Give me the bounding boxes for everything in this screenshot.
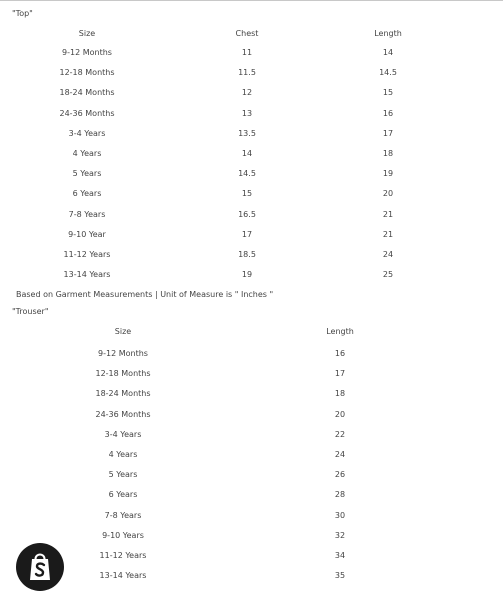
top-header-row: [0, 29, 503, 41]
length-cell: 21: [382, 229, 394, 239]
chest-cell: 14.5: [238, 169, 256, 179]
length-cell: 17: [382, 128, 394, 138]
length-cell: 16: [334, 349, 346, 358]
shopify-bag-icon: [16, 543, 64, 591]
length-cell: 25: [382, 270, 394, 280]
table-row: [0, 270, 503, 282]
table-row: [0, 369, 503, 381]
size-cell: 3-4 Years: [104, 429, 142, 439]
length-cell: 20: [334, 409, 346, 419]
size-cell: 9-12 Months: [62, 48, 112, 57]
size-cell: 12-18 Months: [59, 68, 115, 78]
size-cell: 5 Years: [72, 169, 102, 179]
size-cell: 6 Years: [72, 189, 102, 199]
size-cell: 11-12 Years: [63, 250, 111, 259]
trouser-header-length: Length: [326, 327, 354, 336]
table-row: [0, 450, 503, 462]
length-cell: 24: [334, 450, 346, 459]
chest-cell: 18.5: [238, 250, 256, 259]
table-row: [0, 571, 503, 583]
size-cell: 4 Years: [108, 450, 138, 459]
size-cell: 12-18 Months: [95, 369, 151, 379]
chest-cell: 17: [241, 229, 253, 239]
trouser-header-size: Size: [114, 327, 132, 336]
length-cell: 14.5: [379, 68, 397, 78]
table-row: [0, 210, 503, 222]
chest-cell: 13.5: [238, 128, 256, 138]
measurement-note: Based on Garment Measurements | Unit of Measure is " Inches ": [16, 290, 274, 299]
top-header-length: Length: [374, 29, 402, 38]
shopify-badge[interactable]: [16, 543, 64, 591]
size-cell: 18-24 Months: [95, 389, 151, 399]
table-row: [0, 189, 503, 201]
length-cell: 14: [382, 48, 394, 57]
length-cell: 24: [382, 250, 394, 259]
table-row: [0, 531, 503, 543]
table-row: [0, 389, 503, 401]
top-header-chest: Chest: [235, 29, 259, 38]
size-cell: 9-12 Months: [98, 349, 148, 358]
length-cell: 30: [334, 510, 346, 520]
length-cell: 16: [382, 108, 394, 118]
table-row: [0, 551, 503, 563]
size-cell: 7-8 Years: [104, 510, 142, 520]
length-cell: 20: [382, 189, 394, 199]
trouser-header-row: [0, 327, 503, 339]
length-cell: 21: [382, 209, 394, 219]
table-row: [0, 88, 503, 100]
table-row: [0, 410, 503, 422]
table-row: [0, 129, 503, 141]
size-cell: 5 Years: [108, 470, 138, 480]
table-row: [0, 169, 503, 181]
length-cell: 17: [334, 369, 346, 379]
top-table-title: "Top": [12, 9, 33, 18]
top-header-size: Size: [78, 29, 96, 38]
length-cell: 18: [382, 149, 394, 158]
table-row: [0, 109, 503, 121]
length-cell: 35: [334, 571, 346, 581]
size-cell: 18-24 Months: [59, 88, 115, 98]
size-cell: 7-8 Years: [68, 209, 106, 219]
chest-cell: 12: [241, 88, 253, 98]
size-cell: 4 Years: [72, 149, 102, 158]
top-divider: [0, 0, 503, 1]
table-row: [0, 470, 503, 482]
chest-cell: 14: [241, 149, 253, 158]
length-cell: 15: [382, 88, 394, 98]
table-row: [0, 490, 503, 502]
chest-cell: 11.5: [238, 68, 256, 78]
chest-cell: 15: [241, 189, 253, 199]
length-cell: 28: [334, 490, 346, 500]
chest-cell: 13: [241, 108, 253, 118]
chest-cell: 16.5: [238, 209, 256, 219]
table-row: [0, 68, 503, 80]
table-row: [0, 48, 503, 60]
size-cell: 11-12 Years: [99, 551, 147, 560]
table-row: [0, 430, 503, 442]
length-cell: 22: [334, 429, 346, 439]
length-cell: 32: [334, 530, 346, 540]
size-cell: 9-10 Year: [68, 229, 106, 239]
table-row: [0, 230, 503, 242]
length-cell: 26: [334, 470, 346, 480]
size-cell: 9-10 Years: [102, 530, 144, 540]
length-cell: 18: [334, 389, 346, 399]
trouser-table-title: "Trouser": [12, 307, 49, 316]
size-cell: 24-36 Months: [59, 108, 115, 118]
chest-cell: 19: [241, 270, 253, 280]
size-cell: 3-4 Years: [68, 128, 106, 138]
table-row: [0, 250, 503, 262]
size-cell: 13-14 Years: [63, 270, 111, 280]
size-cell: 6 Years: [108, 490, 138, 500]
length-cell: 19: [382, 169, 394, 179]
chest-cell: 11: [241, 48, 253, 57]
length-cell: 34: [334, 551, 346, 560]
table-row: [0, 511, 503, 523]
size-cell: 13-14 Years: [99, 571, 147, 581]
size-cell: 24-36 Months: [95, 409, 151, 419]
table-row: [0, 149, 503, 161]
table-row: [0, 349, 503, 361]
